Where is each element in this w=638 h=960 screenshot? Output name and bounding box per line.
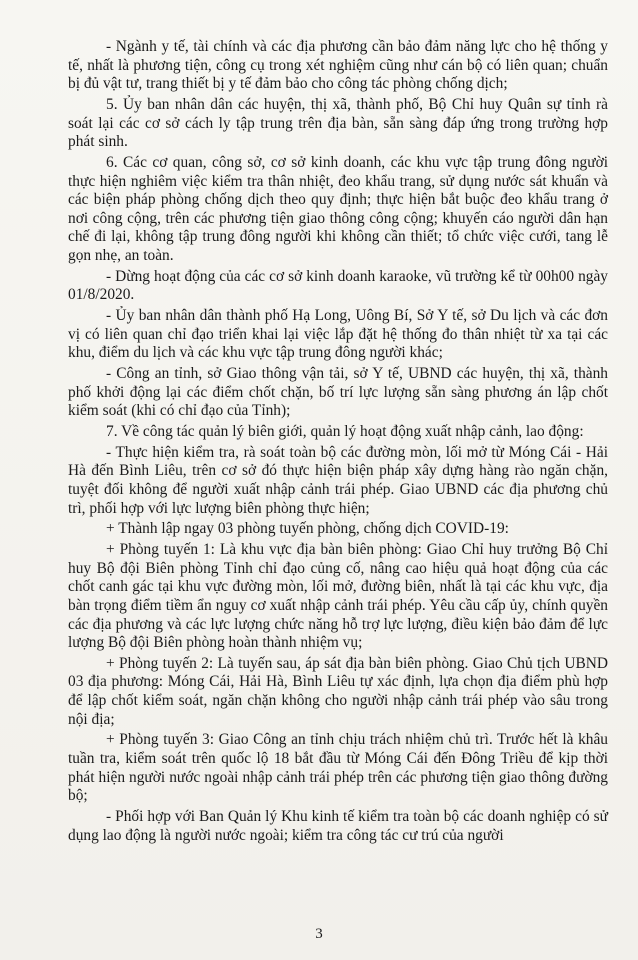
paragraph-foreign-workers: - Phối hợp với Ban Quản lý Khu kinh tế kiểm tra toàn bộ các doanh nghiệp có sử dụng lao động là người nước ngoài; kiểm tra công tác cư trú của người: [68, 808, 608, 844]
paragraph-health-capacity: - Ngành y tế, tài chính và các địa phương cần bảo đảm năng lực cho hệ thống y tế, nhất là phương tiện, công cụ trong xét nghiệm cũng như cán bộ có liên quan; chuẩn bị đủ vật tư, trang thiết bị y tế đảm bảo cho công tác phòng chống dịch;: [68, 38, 608, 93]
paragraph-border-trails: - Thực hiện kiểm tra, rà soát toàn bộ các đường mòn, lối mở từ Móng Cái - Hải Hà đến Bình Liêu, trên cơ sở đó thực hiện biện pháp xây dựng hàng rào ngăn chặn, tuyệt đối không để người xuất nhập cảnh trái phép. Giao UBND các địa phương chủ trì, phối hợp với lực lượng biên phòng thực hiện;: [68, 443, 608, 517]
paragraph-item-7: 7. Về công tác quản lý biên giới, quản lý hoạt động xuất nhập cảnh, lao động:: [106, 423, 584, 440]
paragraph-line-2: + Phòng tuyến 2: Là tuyến sau, áp sát địa bàn biên phòng. Giao Chủ tịch UBND 03 địa phương: Móng Cái, Hải Hà, Bình Liêu tự xác định, lựa chọn địa điểm phù hợp để lập chốt kiểm soát, ngăn chặn không cho người nhập cảnh trái phép vào sâu trong nội địa;: [68, 654, 608, 728]
paragraph-checkpoints: - Công an tỉnh, sở Giao thông vận tải, sở Y tế, UBND các huyện, thị xã, thành phố khởi động lại các điểm chốt chặn, bố trí lực lượng sẵn sàng phương án lập chốt kiểm soát (khi có chỉ đạo của Tỉnh);: [68, 365, 608, 420]
paragraph-line-3: + Phòng tuyến 3: Giao Công an tỉnh chịu trách nhiệm chủ trì. Trước hết là khâu tuần tra, kiểm soát trên quốc lộ 18 bắt đầu từ Móng Cái đến Đông Triều để kịp thời phát hiện người nước ngoài nhập cảnh trái phép trên các phương tiện giao thông đường bộ;: [68, 731, 608, 805]
page-number: 3: [315, 926, 323, 942]
paragraph-karaoke-closure: - Dừng hoạt động của các cơ sở kinh doanh karaoke, vũ trường kể từ 00h00 ngày 01/8/2020.: [68, 267, 608, 304]
paragraph-thermal-screening: - Ủy ban nhân dân thành phố Hạ Long, Uông Bí, Sở Y tế, sở Du lịch và các đơn vị có liên quan chỉ đạo triển khai lại việc lắp đặt hệ thống đo thân nhiệt từ xa tại các khu, điểm du lịch và các khu vực tập trung đông người khác;: [68, 307, 608, 362]
paragraph-item-6: 6. Các cơ quan, công sở, cơ sở kinh doanh, các khu vực tập trung đông người thực hiện nghiêm việc kiểm tra thân nhiệt, đeo khẩu trang, sử dụng nước sát khuẩn và các biện pháp phòng chống dịch theo quy định; thực hiện bắt buộc đeo khẩu trang ở nơi công cộng, trên các phương tiện giao thông công cộng; khuyến cáo người dân hạn chế đi lại, không tập trung đông người khi không cần thiết; tổ chức việc cưới, tang lễ gọn nhẹ, an toàn.: [68, 153, 608, 264]
paragraph-line-1: + Phòng tuyến 1: Là khu vực địa bàn biên phòng: Giao Chỉ huy trưởng Bộ Chỉ huy Bộ đội Biên phòng Tỉnh chỉ đạo củng cố, nâng cao hiệu quả hoạt động của các chốt canh gác tại khu vực đường mòn, lối mở, đường biên, nhất là tại các khu vực, địa bàn trọng điểm tiềm ẩn nguy cơ xuất nhập cảnh trái phép. Yêu cầu cấp ủy, chính quyền các địa phương và các lực lượng chức năng hỗ trợ lực lượng, điều kiện bảo đảm để lực lượng Bộ đội Biên phòng hoàn thành nhiệm vụ;: [68, 541, 608, 652]
paragraph-three-lines: + Thành lập ngay 03 phòng tuyến phòng, chống dịch COVID-19:: [106, 520, 509, 538]
paragraph-item-5: 5. Ủy ban nhân dân các huyện, thị xã, thành phố, Bộ Chỉ huy Quân sự tỉnh rà soát lại các cơ sở cách ly tập trung trên địa bàn, sẵn sàng đáp ứng trong trường hợp phát sinh.: [68, 95, 608, 151]
